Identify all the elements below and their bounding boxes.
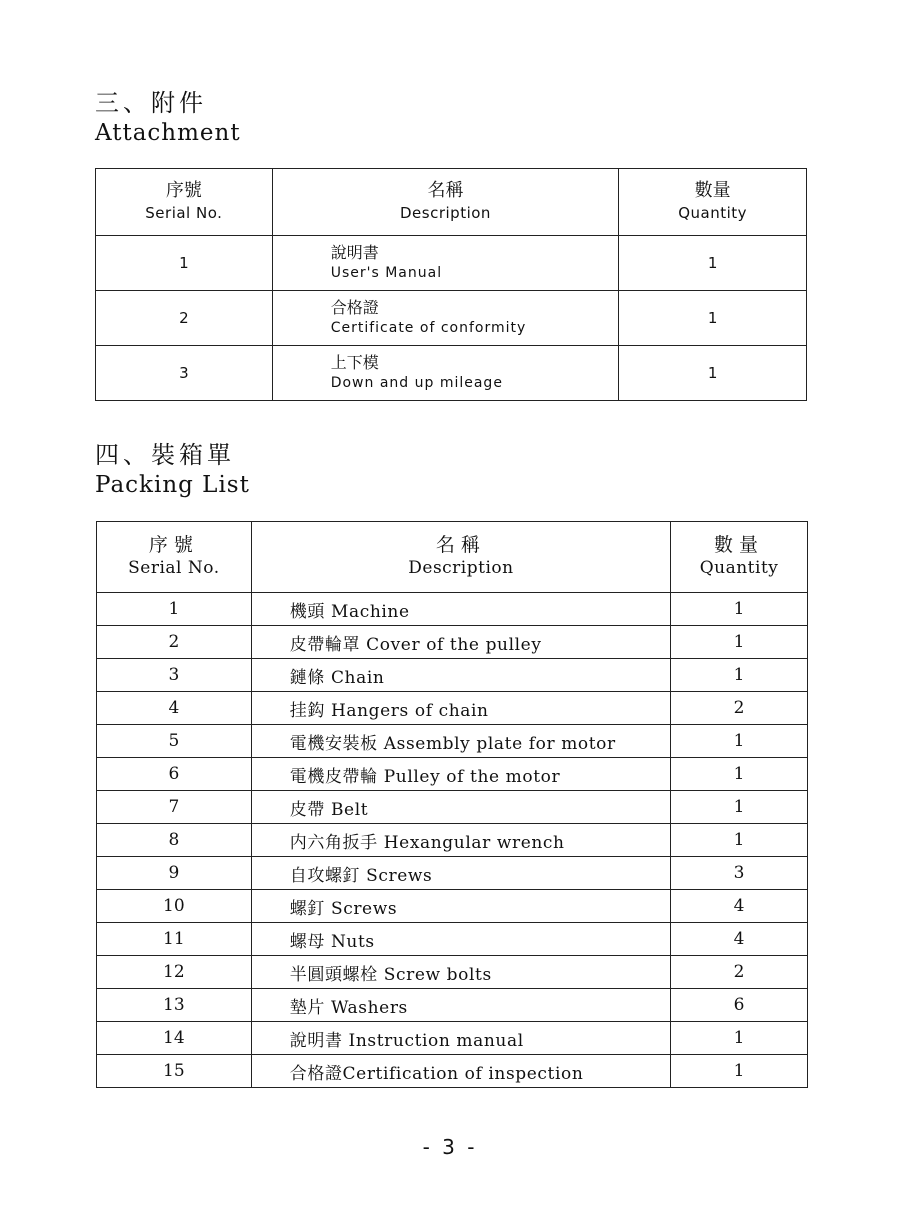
header-label-zh: 序號 xyxy=(148,534,199,556)
quantity-cell: 1 xyxy=(671,626,808,659)
table-header-row xyxy=(96,169,807,236)
table-row xyxy=(97,791,808,824)
serial-cell: 3 xyxy=(97,659,252,692)
description-cell: 半圓頭螺栓 Screw bolts xyxy=(251,956,670,989)
description-cell xyxy=(272,236,619,291)
serial-cell: 15 xyxy=(97,1055,252,1088)
serial-cell: 12 xyxy=(97,956,252,989)
header-label-zh: 數量 xyxy=(714,534,765,556)
description-zh: 說明書 xyxy=(330,243,379,262)
table-row xyxy=(97,725,808,758)
table-row xyxy=(97,659,808,692)
table-row xyxy=(97,923,808,956)
table-row xyxy=(97,1022,808,1055)
quantity-cell: 1 xyxy=(619,346,807,401)
quantity-cell: 4 xyxy=(671,923,808,956)
serial-cell: 9 xyxy=(97,857,252,890)
serial-cell: 2 xyxy=(96,291,273,346)
quantity-cell: 1 xyxy=(619,291,807,346)
quantity-cell: 1 xyxy=(671,1055,808,1088)
header-label-en: Serial No. xyxy=(145,204,223,222)
table-row xyxy=(97,956,808,989)
serial-cell: 14 xyxy=(97,1022,252,1055)
description-cell: 内六角扳手 Hexangular wrench xyxy=(251,824,670,857)
serial-cell: 1 xyxy=(96,236,273,291)
serial-cell: 4 xyxy=(97,692,252,725)
header-label-en: Quantity xyxy=(678,204,748,222)
description-cell: 螺釘 Screws xyxy=(251,890,670,923)
page-number: - 3 - xyxy=(422,1135,478,1159)
description-cell xyxy=(272,346,619,401)
table-row xyxy=(97,857,808,890)
column-header-description xyxy=(251,522,670,593)
serial-cell: 1 xyxy=(97,593,252,626)
description-cell: 挂鈎 Hangers of chain xyxy=(251,692,670,725)
table-header-row xyxy=(97,522,808,593)
description-cell: 電機皮帶輪 Pulley of the motor xyxy=(251,758,670,791)
description-zh: 合格證 xyxy=(330,298,379,317)
attachment-heading-zh: 三、附件 xyxy=(95,89,207,117)
header-label-en: Quantity xyxy=(699,558,779,578)
description-cell: 皮帶 Belt xyxy=(251,791,670,824)
description-zh: 上下模 xyxy=(330,353,379,372)
quantity-cell: 1 xyxy=(671,791,808,824)
serial-cell: 10 xyxy=(97,890,252,923)
table-row xyxy=(96,291,807,346)
quantity-cell: 4 xyxy=(671,890,808,923)
header-label-zh: 序號 xyxy=(165,180,202,201)
description-cell: 螺母 Nuts xyxy=(251,923,670,956)
table-row xyxy=(97,890,808,923)
description-cell: 電機安裝板 Assembly plate for motor xyxy=(251,725,670,758)
table-row xyxy=(97,758,808,791)
description-cell: 機頭 Machine xyxy=(251,593,670,626)
serial-cell: 8 xyxy=(97,824,252,857)
serial-cell: 3 xyxy=(96,346,273,401)
serial-cell: 11 xyxy=(97,923,252,956)
table-row xyxy=(97,824,808,857)
header-label-en: Description xyxy=(400,204,491,222)
quantity-cell: 1 xyxy=(671,824,808,857)
table-row xyxy=(97,1055,808,1088)
serial-cell: 6 xyxy=(97,758,252,791)
attachment-table xyxy=(95,168,807,401)
attachment-heading xyxy=(95,88,241,148)
description-cell: 合格證Certification of inspection xyxy=(251,1055,670,1088)
serial-cell: 2 xyxy=(97,626,252,659)
column-header-quantity xyxy=(619,169,807,236)
description-en: Certificate of conformity xyxy=(330,320,527,336)
description-en: User's Manual xyxy=(330,265,443,281)
header-label-en: Serial No. xyxy=(128,558,220,578)
table-row xyxy=(97,593,808,626)
description-cell: 墊片 Washers xyxy=(251,989,670,1022)
description-cell: 鏈條 Chain xyxy=(251,659,670,692)
quantity-cell: 6 xyxy=(671,989,808,1022)
table-row xyxy=(97,626,808,659)
column-header-quantity xyxy=(671,522,808,593)
column-header-serial xyxy=(96,169,273,236)
quantity-cell: 1 xyxy=(671,758,808,791)
packing-list-table xyxy=(96,521,808,1088)
header-label-zh: 名稱 xyxy=(435,534,486,556)
table-row xyxy=(96,346,807,401)
description-cell: 皮帶輪罩 Cover of the pulley xyxy=(251,626,670,659)
header-label-en: Description xyxy=(408,558,514,578)
header-label-zh: 名稱 xyxy=(427,180,464,201)
description-cell: 自攻螺釘 Screws xyxy=(251,857,670,890)
description-cell: 說明書 Instruction manual xyxy=(251,1022,670,1055)
quantity-cell: 1 xyxy=(671,593,808,626)
quantity-cell: 2 xyxy=(671,692,808,725)
quantity-cell: 1 xyxy=(671,659,808,692)
serial-cell: 13 xyxy=(97,989,252,1022)
quantity-cell: 2 xyxy=(671,956,808,989)
table-row xyxy=(96,236,807,291)
quantity-cell: 1 xyxy=(671,1022,808,1055)
quantity-cell: 1 xyxy=(619,236,807,291)
table-row xyxy=(97,989,808,1022)
description-cell xyxy=(272,291,619,346)
description-en: Down and up mileage xyxy=(330,375,503,391)
packing-heading-en: Packing List xyxy=(95,472,250,498)
packing-heading-zh: 四、裝箱單 xyxy=(95,441,235,469)
quantity-cell: 3 xyxy=(671,857,808,890)
header-label-zh: 數量 xyxy=(694,180,731,201)
column-header-description xyxy=(272,169,619,236)
quantity-cell: 1 xyxy=(671,725,808,758)
serial-cell: 5 xyxy=(97,725,252,758)
column-header-serial xyxy=(97,522,252,593)
serial-cell: 7 xyxy=(97,791,252,824)
packing-list-heading xyxy=(95,440,250,500)
table-row xyxy=(97,692,808,725)
attachment-heading-en: Attachment xyxy=(95,120,241,146)
